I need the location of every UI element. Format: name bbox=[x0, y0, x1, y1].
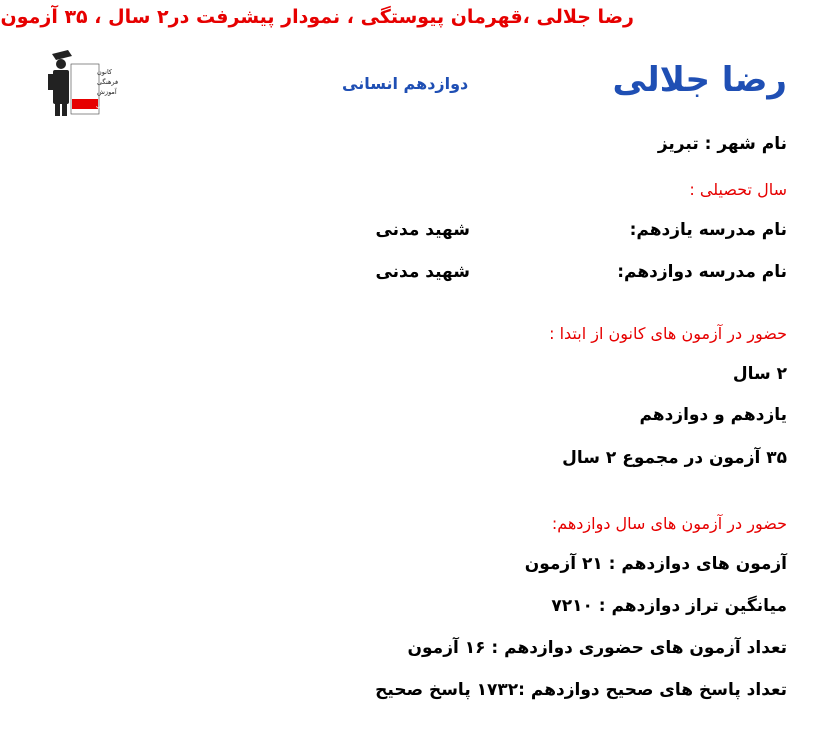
kanoon-logo bbox=[44, 46, 119, 118]
logo-text-4: قلم‌چی bbox=[96, 101, 116, 109]
school-11-value: شهید مدنی bbox=[375, 220, 470, 240]
logo-figure-icon bbox=[48, 50, 72, 116]
education-heading: سال تحصیلی : bbox=[689, 180, 787, 199]
grade12-correct-answers: تعداد پاسخ های صحیح دوازدهم :۱۷۳۲ پاسخ صحیح bbox=[375, 680, 787, 700]
student-name: رضا جلالی bbox=[612, 60, 787, 100]
logo-text-2: فرهنگی bbox=[97, 78, 119, 86]
school-12-value: شهید مدنی bbox=[375, 262, 470, 282]
grade12-heading: حضور در آزمون های سال دوازدهم: bbox=[551, 514, 787, 533]
page-headline: رضا جلالی ،قهرمان پیوستگی ، نمودار پیشرفت در۲ سال ، ۳۵ آزمون bbox=[0, 6, 634, 28]
attendance-total: ۳۵ آزمون در مجموع ۲ سال bbox=[562, 448, 787, 468]
logo-text-1: کانون bbox=[97, 68, 113, 76]
school-11-label: نام مدرسه یازدهم: bbox=[629, 220, 787, 240]
city-line: نام شهر : تبریز bbox=[657, 134, 787, 154]
grade12-exam-count: آزمون های دوازدهم : ۲۱ آزمون bbox=[524, 554, 787, 574]
student-grade: دوازدهم انسانی bbox=[342, 74, 469, 93]
school-12-label: نام مدرسه دوازدهم: bbox=[617, 262, 787, 282]
logo-text-3: آموزش bbox=[97, 88, 117, 96]
attendance-grades: یازدهم و دوازدهم bbox=[639, 405, 787, 425]
attendance-years: ۲ سال bbox=[732, 364, 787, 384]
attendance-heading: حضور در آزمون های کانون از ابتدا : bbox=[549, 324, 787, 343]
grade12-average-score: میانگین تراز دوازدهم : ۷۲۱۰ bbox=[551, 596, 787, 616]
grade12-in-person-count: تعداد آزمون های حضوری دوازدهم : ۱۶ آزمون bbox=[407, 638, 787, 658]
